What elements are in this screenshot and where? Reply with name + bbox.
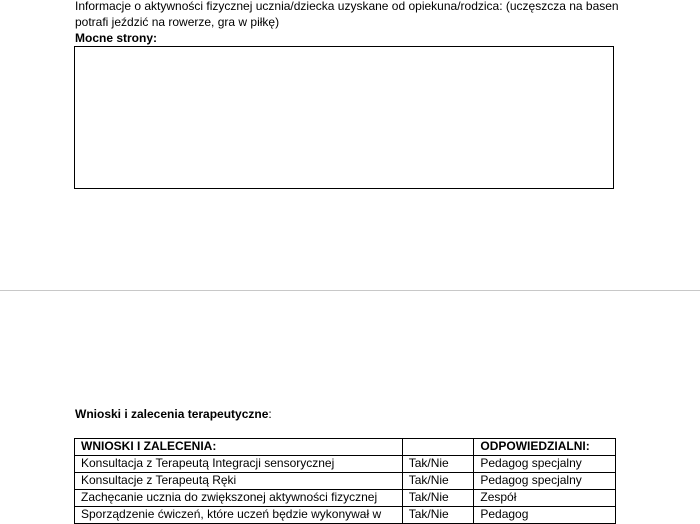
header-responsible: ODPOWIEDZIALNI:	[474, 439, 616, 456]
strengths-label: Mocne strony:	[75, 31, 158, 45]
yes-no-cell[interactable]: Tak/Nie	[402, 507, 474, 524]
recommendation-cell: Zachęcanie ucznia do zwiększonej aktywności fizycznej	[75, 490, 403, 507]
header-choice	[402, 439, 474, 456]
section-title	[75, 406, 635, 422]
table-header-row	[75, 439, 616, 456]
table-row	[75, 456, 616, 473]
physical-activity-info-text: Informacje o aktywności fizycznej ucznia/dziecka uzyskane od opiekuna/rodzica: (uczęszcza na basen potrafi jeździć na rowerze, gra w piłkę)	[75, 0, 619, 29]
responsible-cell: Pedagog specjalny	[474, 456, 616, 473]
table-row	[75, 473, 616, 490]
section-title-text: Wnioski i zalecenia terapeutyczne	[75, 407, 269, 421]
strengths-text-box[interactable]	[74, 46, 614, 189]
yes-no-cell[interactable]: Tak/Nie	[402, 456, 474, 473]
document-page-2	[0, 291, 700, 520]
recommendation-cell: Konsultacja z Terapeutą Integracji sensorycznej	[75, 456, 403, 473]
section-title-colon: :	[268, 407, 272, 421]
table-row	[75, 490, 616, 507]
responsible-cell: Zespół	[474, 490, 616, 507]
yes-no-cell[interactable]: Tak/Nie	[402, 490, 474, 507]
recommendations-table	[74, 438, 616, 524]
table-row	[75, 507, 616, 524]
recommendation-cell: Konsultacje z Terapeutą Ręki	[75, 473, 403, 490]
yes-no-cell[interactable]: Tak/Nie	[402, 473, 474, 490]
recommendation-cell: Sporządzenie ćwiczeń, które uczeń będzie wykonywał w	[75, 507, 403, 524]
responsible-cell: Pedagog	[474, 507, 616, 524]
responsible-cell: Pedagog specjalny	[474, 473, 616, 490]
header-recommendations: WNIOSKI I ZALECENIA:	[75, 439, 403, 456]
